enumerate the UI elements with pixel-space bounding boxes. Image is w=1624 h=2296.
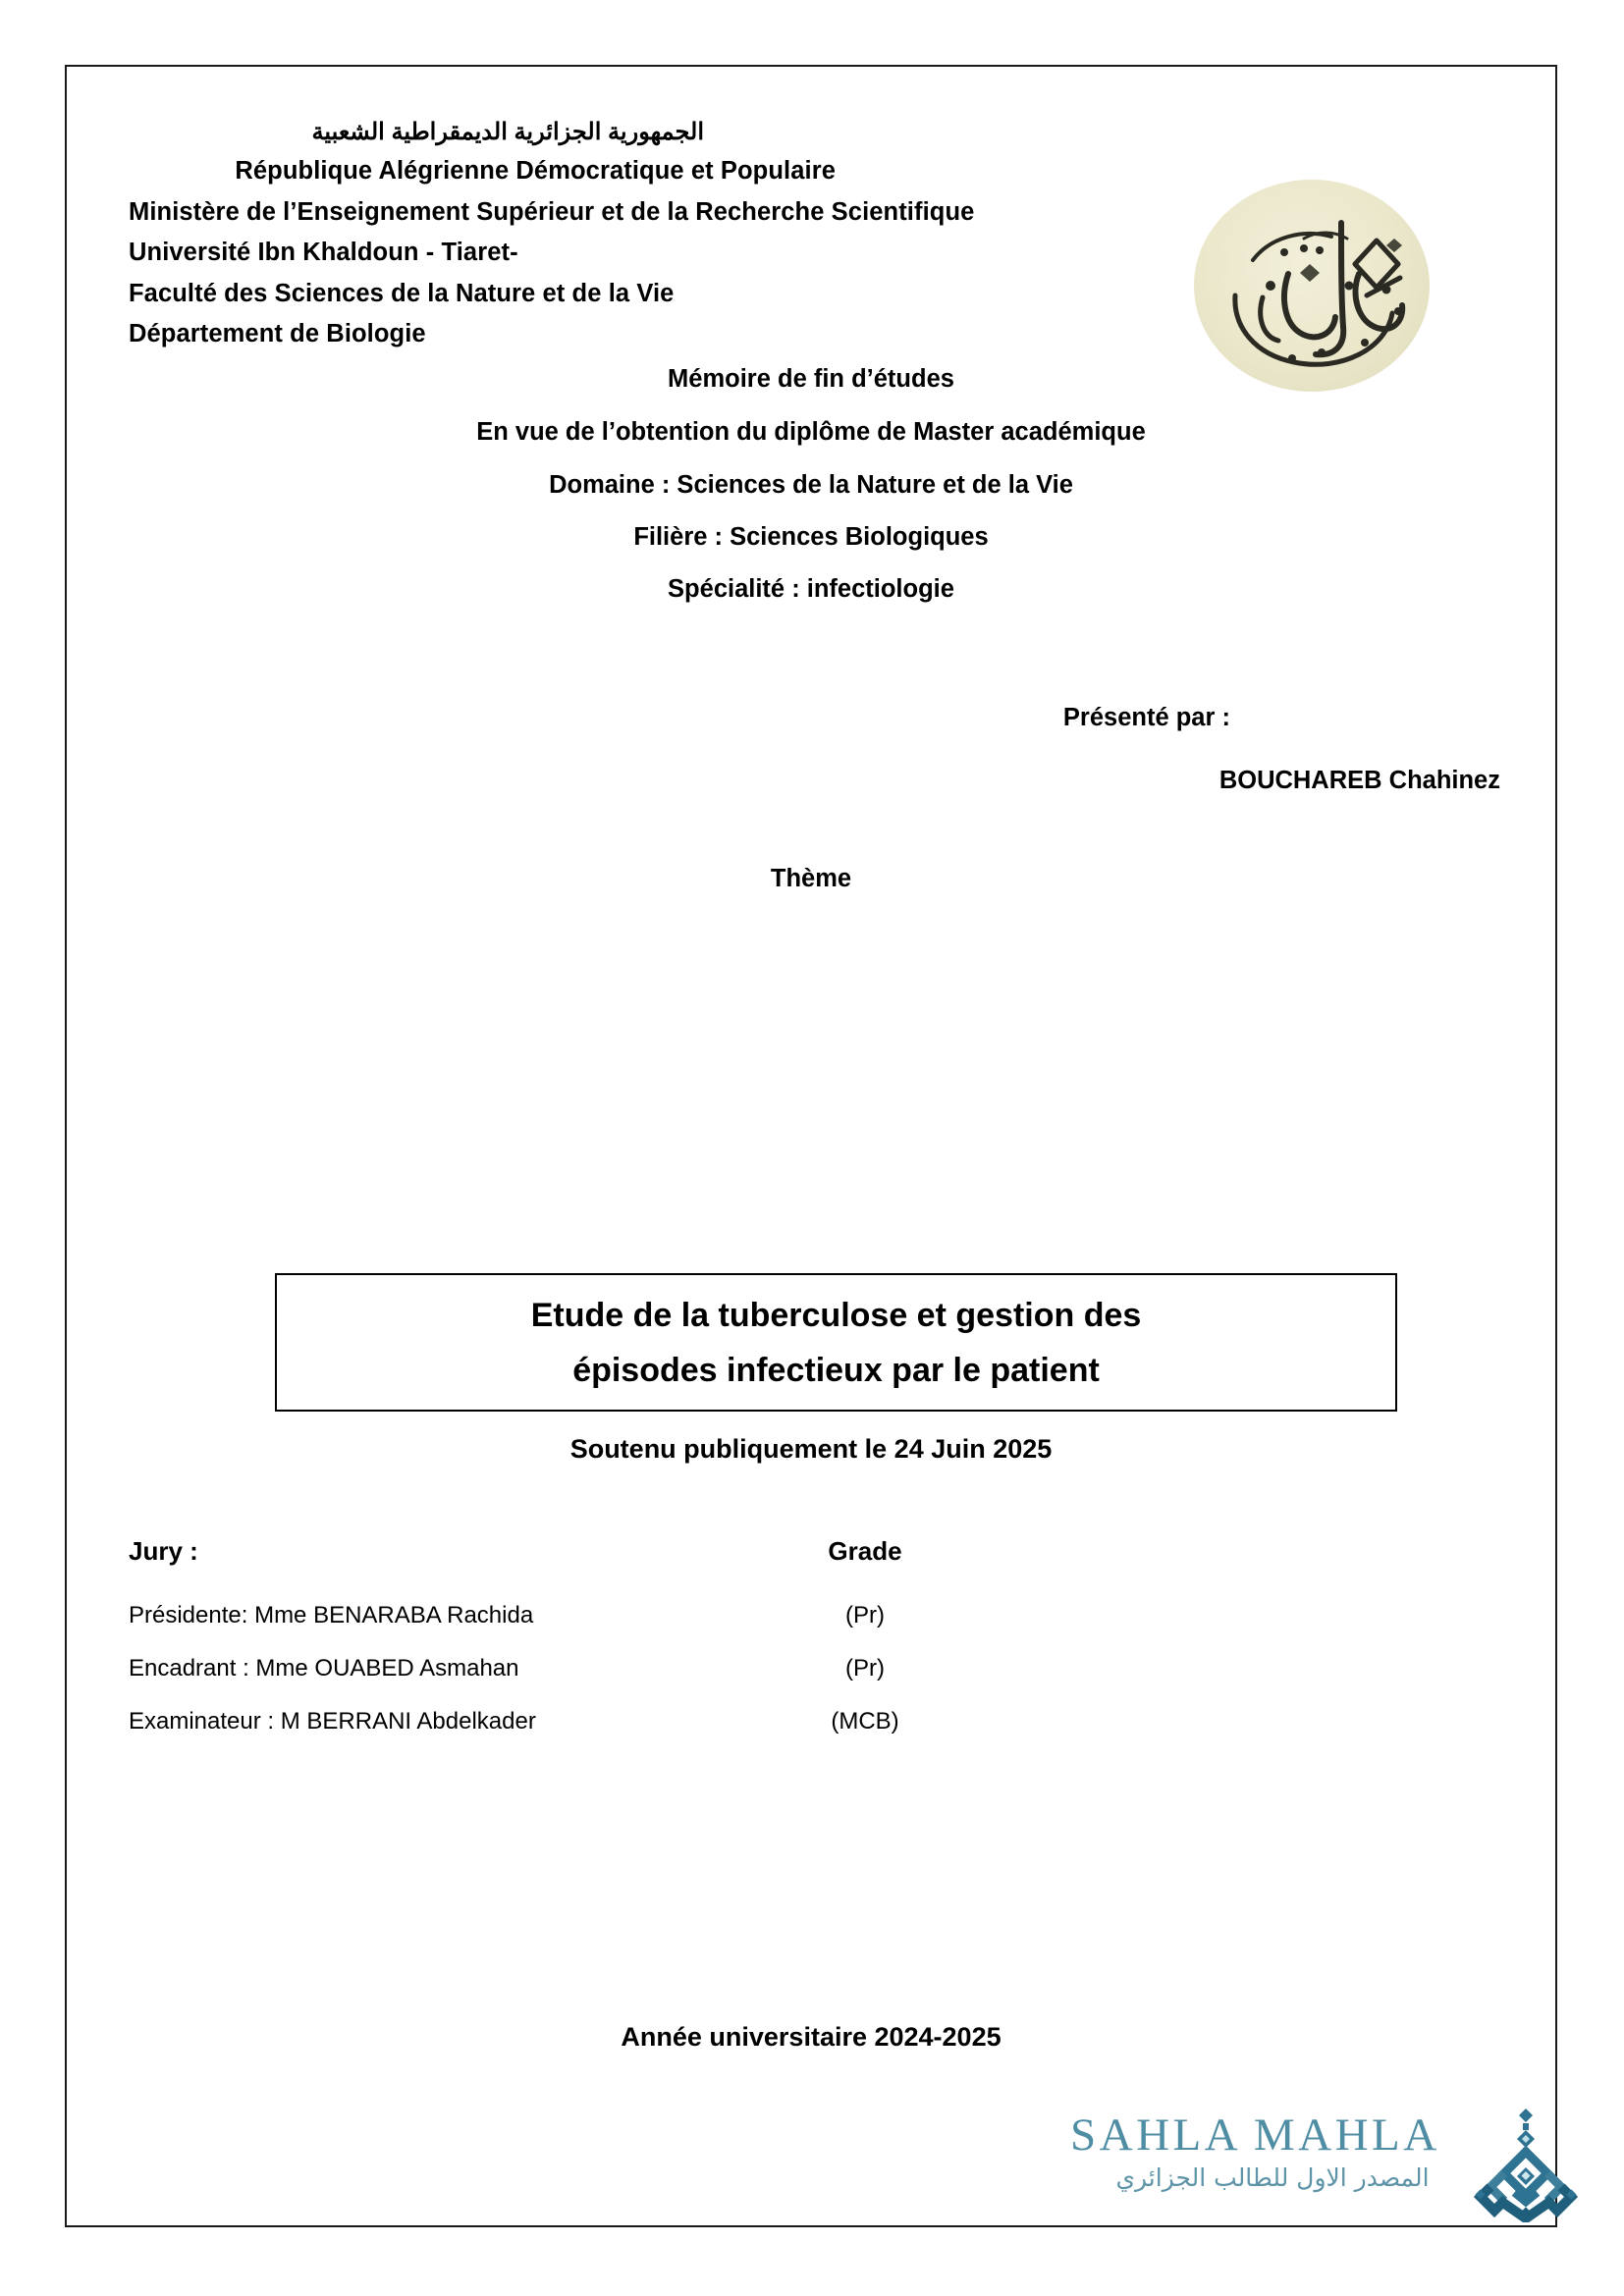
- jury-member-name-1: Encadrant : Mme OUABED Asmahan: [129, 1654, 519, 1682]
- jury-member-grade-1: (Pr): [845, 1654, 885, 1682]
- jury-member-grade-0: (Pr): [845, 1601, 885, 1629]
- table-row: [129, 1601, 1415, 1630]
- header-line-ministere: Ministère de l’Enseignement Supérieur et de la Recherche Scientifique: [129, 197, 975, 226]
- theme-label: Thème: [770, 865, 852, 892]
- sahla-mahla-watermark: [1070, 2107, 1591, 2234]
- header-line-departement: Département de Biologie: [129, 320, 426, 347]
- memoire-line: Mémoire de fin d’études: [668, 365, 954, 393]
- author-name: BOUCHAREB Chahinez: [1218, 767, 1500, 794]
- jury-header-row: [129, 1535, 1415, 1568]
- table-row: [129, 1707, 1415, 1736]
- header-line-universite: Université Ibn Khaldoun - Tiaret-: [129, 239, 518, 266]
- defense-date-line: Soutenu publiquement le 24 Juin 2025: [569, 1434, 1053, 1464]
- specialite-line: Spécialité : infectiologie: [668, 575, 954, 603]
- university-seal-logo: [1194, 180, 1430, 392]
- institution-header: [129, 121, 1110, 363]
- jury-heading-member: Jury :: [129, 1536, 198, 1566]
- presented-by-label: Présenté par :: [1062, 704, 1230, 731]
- jury-member-name-2: Examinateur : M BERRANI Abdelkader: [129, 1707, 536, 1735]
- sahla-mahla-wordmark: SAHLA MAHLA: [1070, 2109, 1440, 2161]
- seal-calligraphy-icon: [1194, 180, 1430, 392]
- jury-member-name-0: Présidente: Mme BENARABA Rachida: [129, 1601, 534, 1629]
- theme-title-line-1: Etude de la tuberculose et gestion des: [530, 1296, 1142, 1334]
- jury-section: [129, 1535, 1415, 1760]
- sahla-mahla-emblem-icon: [1471, 2107, 1581, 2222]
- academic-year-line: Année universitaire 2024-2025: [621, 2022, 1001, 2052]
- header-line-arabic: الجمهورية الجزائرية الديمقراطية الشعبية: [311, 119, 704, 145]
- diplome-line: En vue de l’obtention du diplôme de Master académique: [476, 418, 1146, 446]
- table-row: [129, 1654, 1415, 1683]
- page-border: [65, 65, 1557, 2227]
- jury-heading-grade: Grade: [828, 1536, 902, 1566]
- filiere-line: Filière : Sciences Biologiques: [633, 523, 989, 551]
- theme-title-line-2: épisodes infectieux par le patient: [572, 1351, 1100, 1389]
- header-line-faculte: Faculté des Sciences de la Nature et de la Vie: [129, 279, 675, 307]
- sahla-mahla-tagline: المصدر الاول للطالب الجزائري: [1115, 2163, 1430, 2192]
- jury-member-grade-2: (MCB): [831, 1707, 899, 1735]
- domaine-line: Domaine : Sciences de la Nature et de la Vie: [549, 471, 1073, 499]
- theme-title-box: [275, 1273, 1397, 1412]
- header-line-republique: République Alégrienne Démocratique et Populaire: [235, 157, 836, 185]
